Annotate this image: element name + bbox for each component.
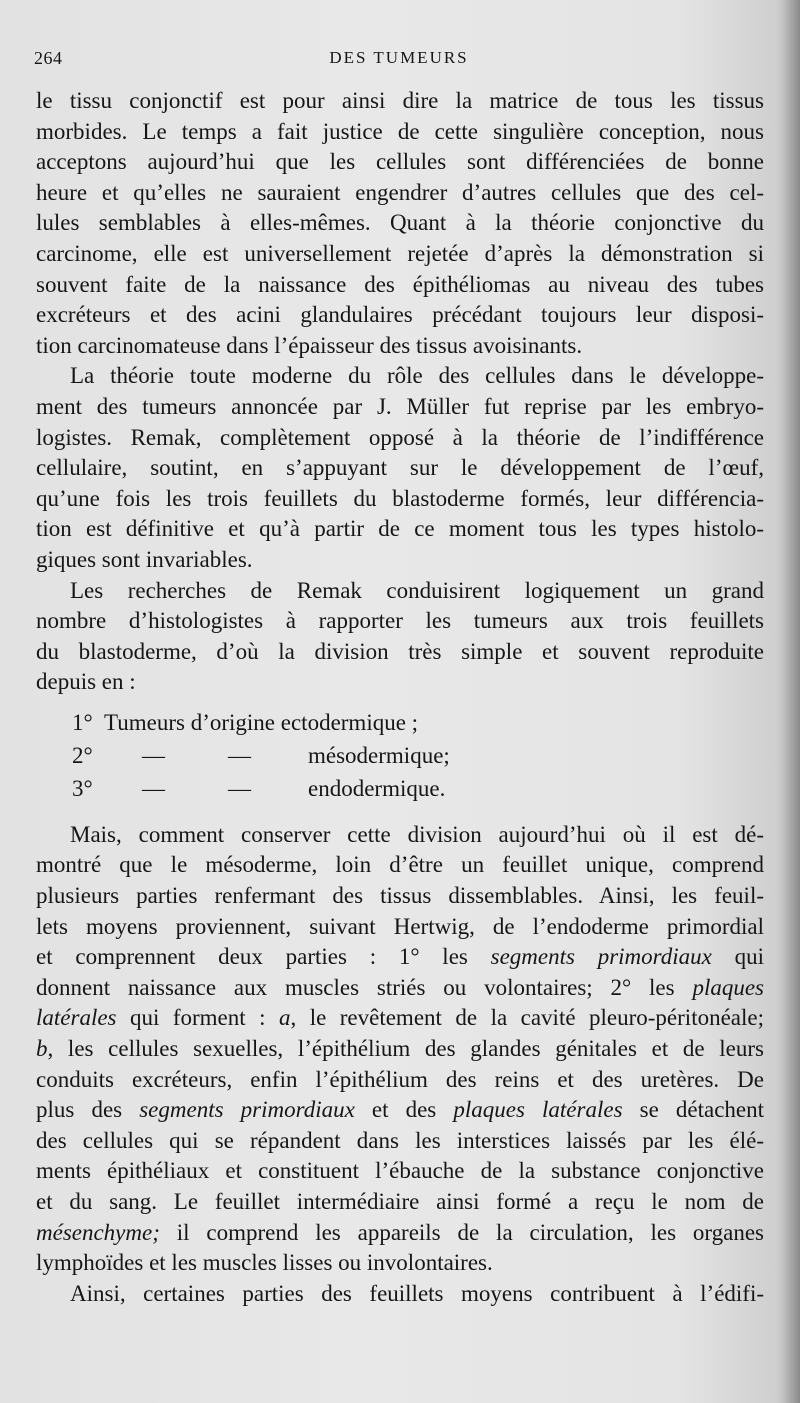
list-term: Tumeurs d’origine ectodermique ; bbox=[104, 709, 419, 735]
text-run: , le revêtement de la cavité pleuro-péritonéale; bbox=[290, 1005, 764, 1031]
ditto-dash: — bbox=[228, 742, 251, 768]
text-run: se détachent bbox=[622, 1097, 764, 1123]
text-line bbox=[36, 1218, 764, 1249]
list-number: 2° bbox=[72, 742, 93, 768]
text-line: des cellules qui se répandent dans les interstices laissés par les élé- bbox=[36, 1127, 764, 1153]
text-run: et des bbox=[354, 1097, 454, 1123]
text-line: lymphoïdes et les muscles lisses ou involontaires. bbox=[36, 1250, 493, 1276]
text-line bbox=[36, 1003, 764, 1034]
paragraph-1 bbox=[36, 86, 764, 361]
italic-term: mésenchyme; bbox=[36, 1219, 160, 1245]
italic-term: plaques bbox=[692, 974, 764, 1000]
ditto-dash: — bbox=[142, 742, 165, 768]
page-edge-shadow bbox=[782, 0, 800, 1403]
text-run: , les cellules sexuelles, l’épithélium des glandes génitales et de leurs bbox=[47, 1036, 764, 1062]
body-text bbox=[36, 86, 764, 1309]
text-line: giques sont invariables. bbox=[36, 546, 253, 572]
list-number: 3° bbox=[72, 775, 93, 801]
text-line: Les recherches de Remak conduisirent logiquement un grand bbox=[70, 577, 764, 603]
text-run: qui bbox=[711, 944, 764, 970]
text-line: nombre d’histologistes à rapporter les tumeurs aux trois feuillets bbox=[36, 608, 764, 634]
text-line: cellulaire, soutint, en s’appuyant sur le développement de l’œuf, bbox=[36, 455, 764, 481]
italic-term: latérales bbox=[36, 1005, 117, 1031]
text-line: carcinome, elle est universellement rejetée d’après la démonstration si bbox=[36, 240, 764, 266]
text-run: plus des bbox=[36, 1097, 140, 1123]
text-run: et comprennent deux parties : 1° les bbox=[36, 944, 491, 970]
paragraph-3 bbox=[36, 576, 764, 698]
text-line bbox=[36, 973, 764, 1004]
text-line: tion est définitive et qu’à partir de ce moment tous les types histolo- bbox=[36, 516, 764, 542]
ditto-dash: — bbox=[142, 775, 165, 801]
italic-term: segments primordiaux bbox=[139, 1097, 355, 1123]
classification-list bbox=[36, 708, 764, 806]
page-number: 264 bbox=[34, 48, 63, 68]
text-line bbox=[36, 1034, 764, 1065]
text-line bbox=[36, 1095, 764, 1126]
paragraph-4 bbox=[36, 820, 764, 1279]
italic-term: segments primordiaux bbox=[490, 944, 712, 970]
text-line: Mais, comment conserver cette division aujourd’hui où il est dé- bbox=[70, 821, 764, 847]
text-line: plusieurs parties renfermant des tissus dissemblables. Ainsi, les feuil- bbox=[36, 883, 764, 909]
paragraph-2 bbox=[36, 361, 764, 575]
text-line: depuis en : bbox=[36, 669, 136, 695]
text-line: heure et qu’elles ne sauraient engendrer d’autres cellules que des cel- bbox=[36, 179, 764, 205]
text-run: il comprend les appareils de la circulation, les organes bbox=[159, 1219, 764, 1245]
list-number: 1° bbox=[72, 709, 93, 735]
text-line: du blastoderme, d’où la division très simple et souvent reproduite bbox=[36, 638, 764, 664]
ditto-dash: — bbox=[228, 775, 251, 801]
text-line: montré que le mésoderme, loin d’être un feuillet unique, comprend bbox=[36, 852, 764, 878]
text-line: La théorie toute moderne du rôle des cellules dans le développe- bbox=[70, 363, 764, 389]
running-head: DES TUMEURS bbox=[329, 48, 469, 67]
text-line: lules semblables à elles-mêmes. Quant à la théorie conjonctive du bbox=[36, 210, 764, 236]
text-line: le tissu conjonctif est pour ainsi dire la matrice de tous les tissus bbox=[36, 88, 764, 113]
text-line: souvent faite de la naissance des épithéliomas au niveau des tubes bbox=[36, 271, 764, 297]
text-line: ment des tumeurs annoncée par J. Müller fut reprise par les embryo- bbox=[36, 393, 764, 419]
text-line: et du sang. Le feuillet intermédiaire ainsi formé a reçu le nom de bbox=[36, 1189, 764, 1214]
list-term: mésodermique; bbox=[308, 742, 450, 768]
italic-term: b bbox=[36, 1036, 48, 1062]
list-term: endodermique. bbox=[308, 775, 446, 801]
text-line: conduits excréteurs, enfin l’épithélium des reins et des uretères. De bbox=[36, 1066, 764, 1092]
page-header bbox=[34, 48, 764, 74]
text-line: lets moyens proviennent, suivant Hertwig, de l’endoderme primordial bbox=[36, 913, 764, 939]
text-line: Ainsi, certaines parties des feuillets moyens contribuent à l’édifi- bbox=[70, 1280, 764, 1306]
text-line: logistes. Remak, complètement opposé à la théorie de l’indifférence bbox=[36, 424, 764, 450]
paragraph-5 bbox=[36, 1279, 764, 1310]
text-line: ments épithéliaux et constituent l’ébauche de la substance conjonctive bbox=[36, 1158, 764, 1184]
text-line: acceptons aujourd’hui que les cellules sont différenciées de bonne bbox=[36, 149, 764, 175]
text-run: donnent naissance aux muscles striés ou volontaires; 2° les bbox=[36, 974, 693, 1000]
text-line bbox=[36, 942, 764, 973]
text-run: qui forment : bbox=[116, 1005, 279, 1031]
text-line: excréteurs et des acini glandulaires précédant toujours leur disposi- bbox=[36, 302, 764, 328]
text-line: qu’une fois les trois feuillets du blastoderme formés, leur différencia- bbox=[36, 485, 764, 511]
italic-term: plaques latérales bbox=[453, 1097, 623, 1123]
italic-term: a bbox=[278, 1005, 291, 1031]
text-line: tion carcinomateuse dans l’épaisseur des tissus avoisinants. bbox=[36, 332, 583, 358]
text-line: morbides. Le temps a fait justice de cette singulière conception, nous bbox=[36, 118, 764, 144]
